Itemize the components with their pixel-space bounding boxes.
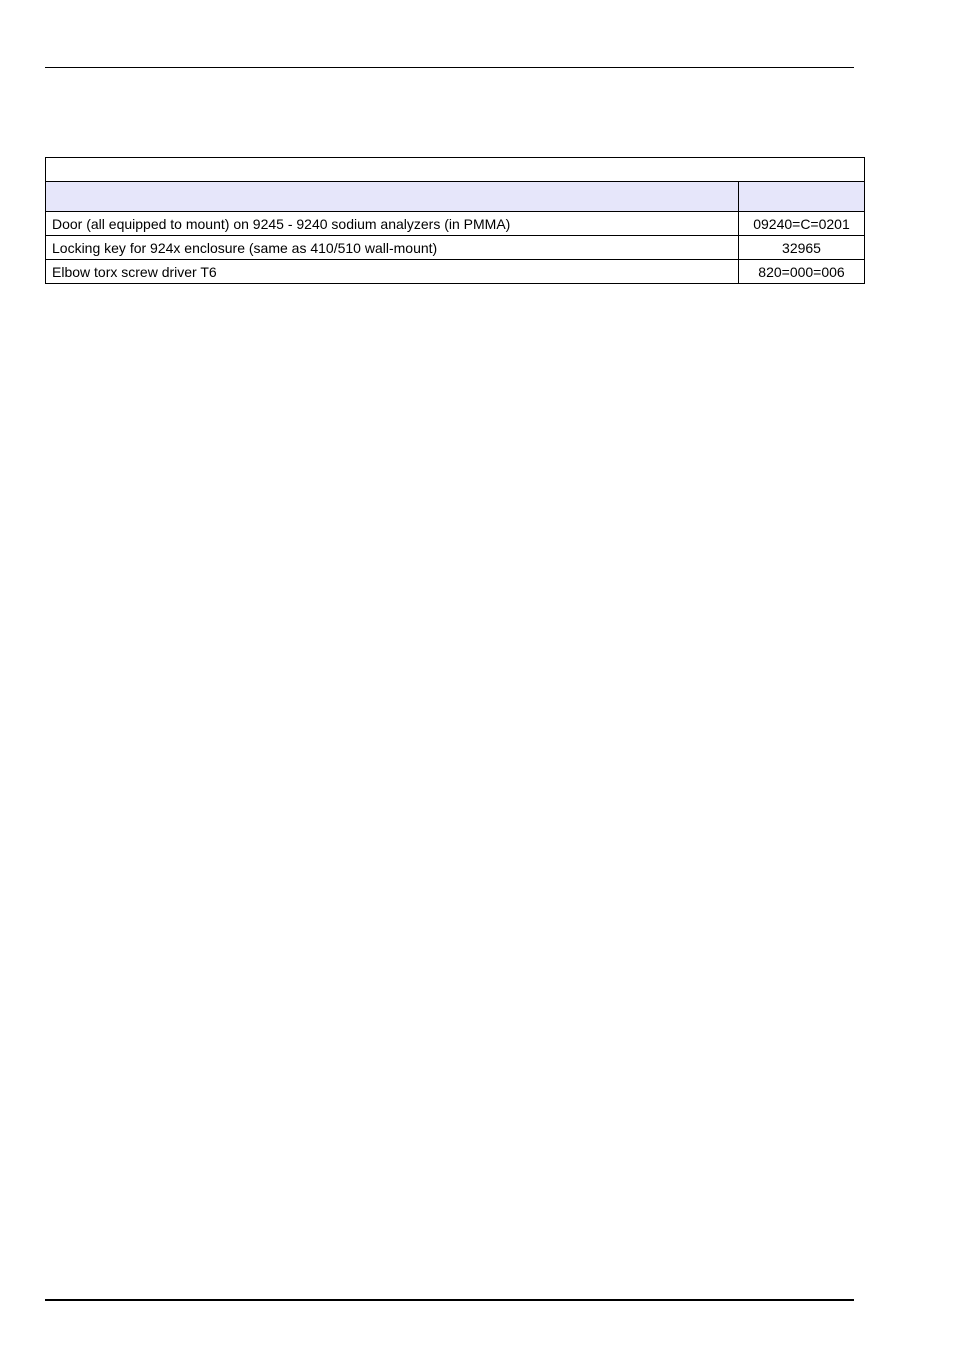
- row-description: Locking key for 924x enclosure (same as 410/510 wall-mount): [46, 236, 739, 260]
- table-row: [46, 236, 865, 260]
- table-caption-row: [46, 158, 865, 182]
- table-caption: [46, 158, 865, 182]
- table-row: [46, 260, 865, 284]
- row-description: Door (all equipped to mount) on 9245 - 9240 sodium analyzers (in PMMA): [46, 212, 739, 236]
- header-rule: [45, 67, 854, 68]
- row-description: Elbow torx screw driver T6: [46, 260, 739, 284]
- row-part-number: 32965: [739, 236, 865, 260]
- column-header-item-number: [739, 182, 865, 212]
- table-header-row: [46, 182, 865, 212]
- row-part-number: 820=000=006: [739, 260, 865, 284]
- parts-table: [45, 157, 865, 284]
- footer-rule: [45, 1299, 854, 1301]
- table-row: [46, 212, 865, 236]
- column-header-description: [46, 182, 739, 212]
- row-part-number: 09240=C=0201: [739, 212, 865, 236]
